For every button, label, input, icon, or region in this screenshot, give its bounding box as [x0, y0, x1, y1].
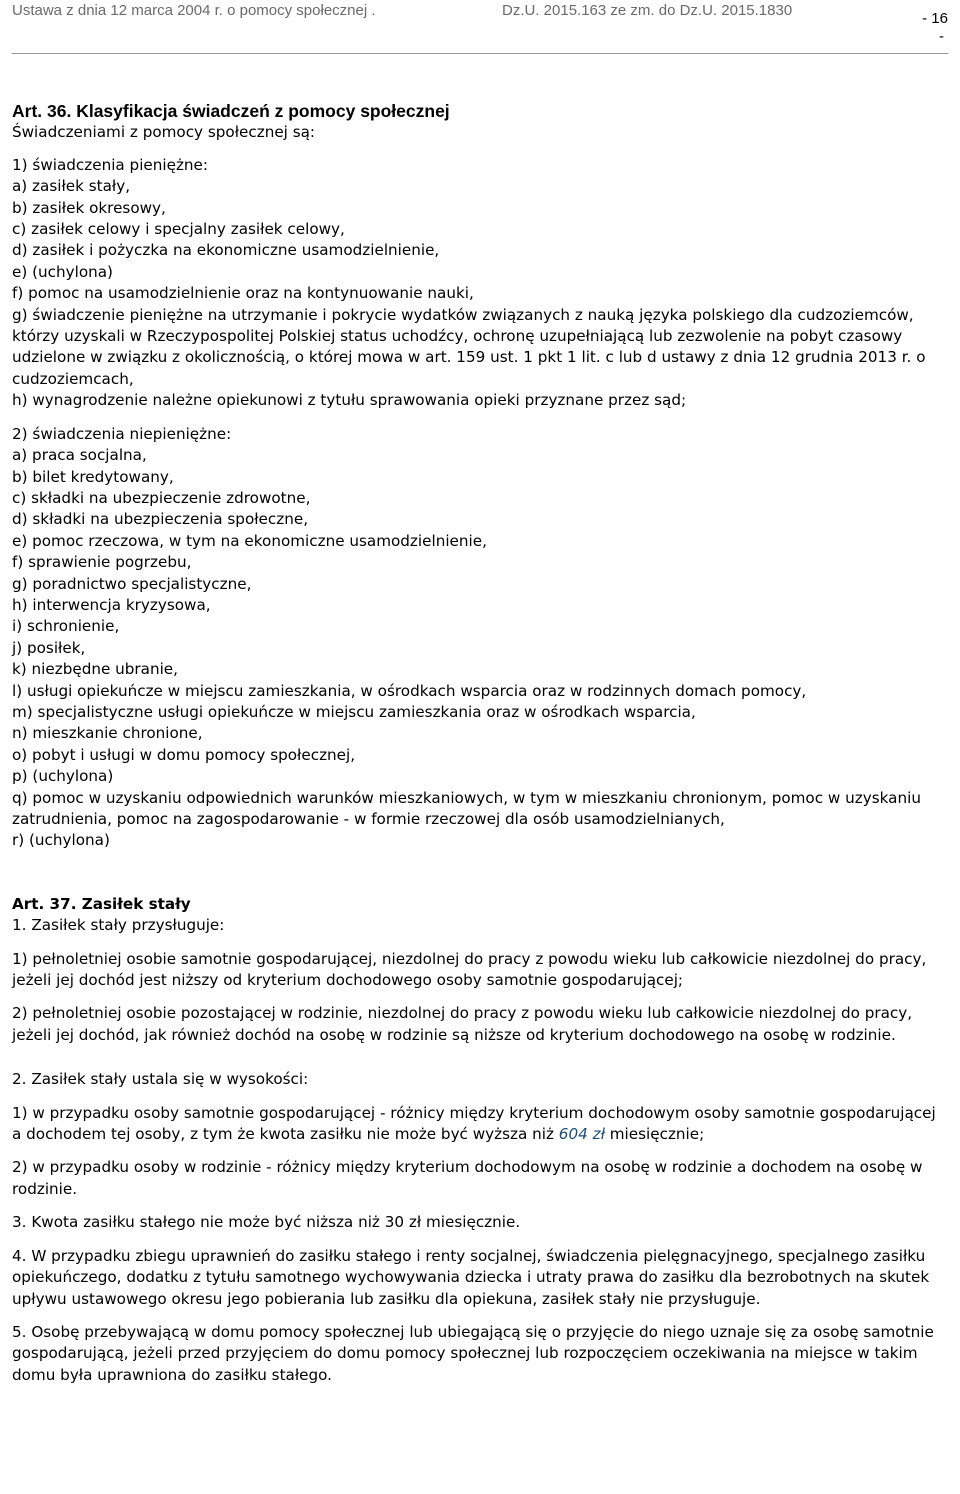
section-2-point-1-tail: miesięcznie; [604, 1125, 705, 1144]
maximum-amount: 604 zł [558, 1125, 605, 1144]
article-36-title: Art. 36. Klasyfikacja świadczeń z pomocy społecznej [12, 101, 450, 121]
section-4: 4. W przypadku zbiegu uprawnień do zasiłku stałego i renty socjalnej, świadczenia pielęgnacyjnego, specjalnego zasiłku opiekuńczego, dodatku z tytułu samotnego wychowywania dziecka i utraty prawa do zasiłku dla bezrobotnych na skutek upływu ustawowego okresu jego pobierania lub zasiłku dla opiekuna, zasiłek stały nie przysługuje. [12, 1246, 930, 1308]
section-1-title: 1. Zasiłek stały przysługuje: [12, 916, 225, 935]
page-number-dash: - [939, 28, 944, 45]
section-2-title: 2. Zasiłek stały ustala się w wysokości: [12, 1070, 309, 1089]
list-item: b) bilet kredytowany, [12, 467, 174, 486]
list-item: i) schronienie, [12, 617, 120, 636]
list-item: r) (uchylona) [12, 831, 110, 850]
list-item: d) zasiłek i pożyczka na ekonomiczne usamodzielnienie, [12, 241, 440, 260]
list-item: j) posiłek, [12, 638, 86, 657]
list-item: n) mieszkanie chronione, [12, 724, 203, 743]
list-item: c) składki na ubezpieczenie zdrowotne, [12, 488, 311, 507]
list-item: q) pomoc w uzyskaniu odpowiednich warunków mieszkaniowych, w tym w mieszkaniu chronionym, pomoc w uzyskaniu zatrudnienia, pomoc na zagospodarowanie - w formie rzeczowej dla osób usamodzielnianych, [12, 788, 921, 828]
list-item: f) sprawienie pogrzebu, [12, 553, 192, 572]
list-item: c) zasiłek celowy i specjalny zasiłek celowy, [12, 220, 345, 239]
page-number: - 16 [922, 10, 948, 27]
section-1-point-2: 2) pełnoletniej osobie pozostającej w rodzinie, niezdolnej do pracy z powodu wieku lub całkowicie niezdolnej do pracy, jeżeli jej dochód, jak również dochód na osobę w rodzinie są niższe od kryterium dochodowego na osobę w rodzinie. [12, 1004, 913, 1044]
list-item: a) praca socjalna, [12, 446, 147, 465]
list-item: o) pobyt i usługi w domu pomocy społecznej, [12, 745, 356, 764]
list-item: b) zasiłek okresowy, [12, 198, 166, 217]
list-item: l) usługi opiekuńcze w miejscu zamieszkania, w ośrodkach wsparcia oraz w rodzinnych domach pomocy, [12, 681, 807, 700]
group-2-title: 2) świadczenia niepieniężne: [12, 424, 232, 443]
list-item: f) pomoc na usamodzielnienie oraz na kontynuowanie nauki, [12, 284, 474, 303]
section-1-point-1: 1) pełnoletniej osobie samotnie gospodarującej, niezdolnej do pracy z powodu wieku lub całkowicie niezdolnej do pracy, jeżeli jej dochód jest niższy od kryterium dochodowego osoby samotnie gospodarującej; [12, 949, 927, 990]
article-37-title: Art. 37. Zasiłek stały [12, 894, 191, 913]
group-1-title: 1) świadczenia pieniężne: [12, 155, 209, 174]
section-5: 5. Osobę przebywającą w domu pomocy społecznej lub ubiegającą się o przyjęcie do niego uznaje się za osobę samotnie gospodarującą, jeżeli przed przyjęciem do domu pomocy społecznej lub rozpoczęciem oczekiwania na miejsce w takim domu była uprawniona do zasiłku stałego. [12, 1322, 934, 1384]
section-2-point-2: 2) w przypadku osoby w rodzinie - różnicy między kryterium dochodowym na osobę w rodzinie a dochodem na osobę w rodzinie. [12, 1158, 923, 1198]
article-37 [12, 894, 948, 1386]
header-journal-reference: Dz.U. 2015.163 ze zm. do Dz.U. 2015.1830 [502, 2, 793, 19]
section-3: 3. Kwota zasiłku stałego nie może być niższa niż 30 zł miesięcznie. [12, 1213, 521, 1232]
page-header [0, 0, 960, 60]
list-item: p) (uchylona) [12, 767, 114, 786]
list-item: g) poradnictwo specjalistyczne, [12, 574, 252, 593]
header-divider [12, 53, 948, 54]
list-item: h) interwencja kryzysowa, [12, 595, 211, 614]
section-2-point-1 [12, 1103, 948, 1146]
header-act-title: Ustawa z dnia 12 marca 2004 r. o pomocy społecznej . [12, 2, 376, 19]
article-36 [12, 101, 948, 852]
document-body [12, 101, 948, 1386]
list-item: h) wynagrodzenie należne opiekunowi z tytułu sprawowania opieki przyznane przez sąd; [12, 391, 687, 410]
list-item: g) świadczenie pieniężne na utrzymanie i pokrycie wydatków związanych z nauką języka polskiego dla cudzoziemców, którzy uzyskali w Rzeczypospolitej Polskiej status uchodźcy, ochronę uzupełniającą lub zezwolenie na pobyt czasowy udzielone w związku z okolicznością, o której mowa w art. 159 ust. 1 pkt 1 lit. c lub d ustawy z dnia 12 grudnia 2013 r. o cudzoziemcach, [12, 305, 926, 388]
list-item: e) pomoc rzeczowa, w tym na ekonomiczne usamodzielnienie, [12, 531, 487, 550]
list-item: a) zasiłek stały, [12, 177, 131, 196]
list-item: d) składki na ubezpieczenia społeczne, [12, 510, 309, 529]
list-item: m) specjalistyczne usługi opiekuńcze w miejscu zamieszkania oraz w ośrodkach wsparcia, [12, 702, 696, 721]
section-2-point-1-text: 1) w przypadku osoby samotnie gospodarującej - różnicy między kryterium dochodowym osoby samotnie gospodarującej a dochodem tej osoby, z tym że kwota zasiłku nie może być wyższa niż [12, 1103, 936, 1144]
article-36-intro: Świadczeniami z pomocy społecznej są: [12, 123, 316, 142]
list-item: e) (uchylona) [12, 262, 113, 281]
list-item: k) niezbędne ubranie, [12, 660, 178, 679]
